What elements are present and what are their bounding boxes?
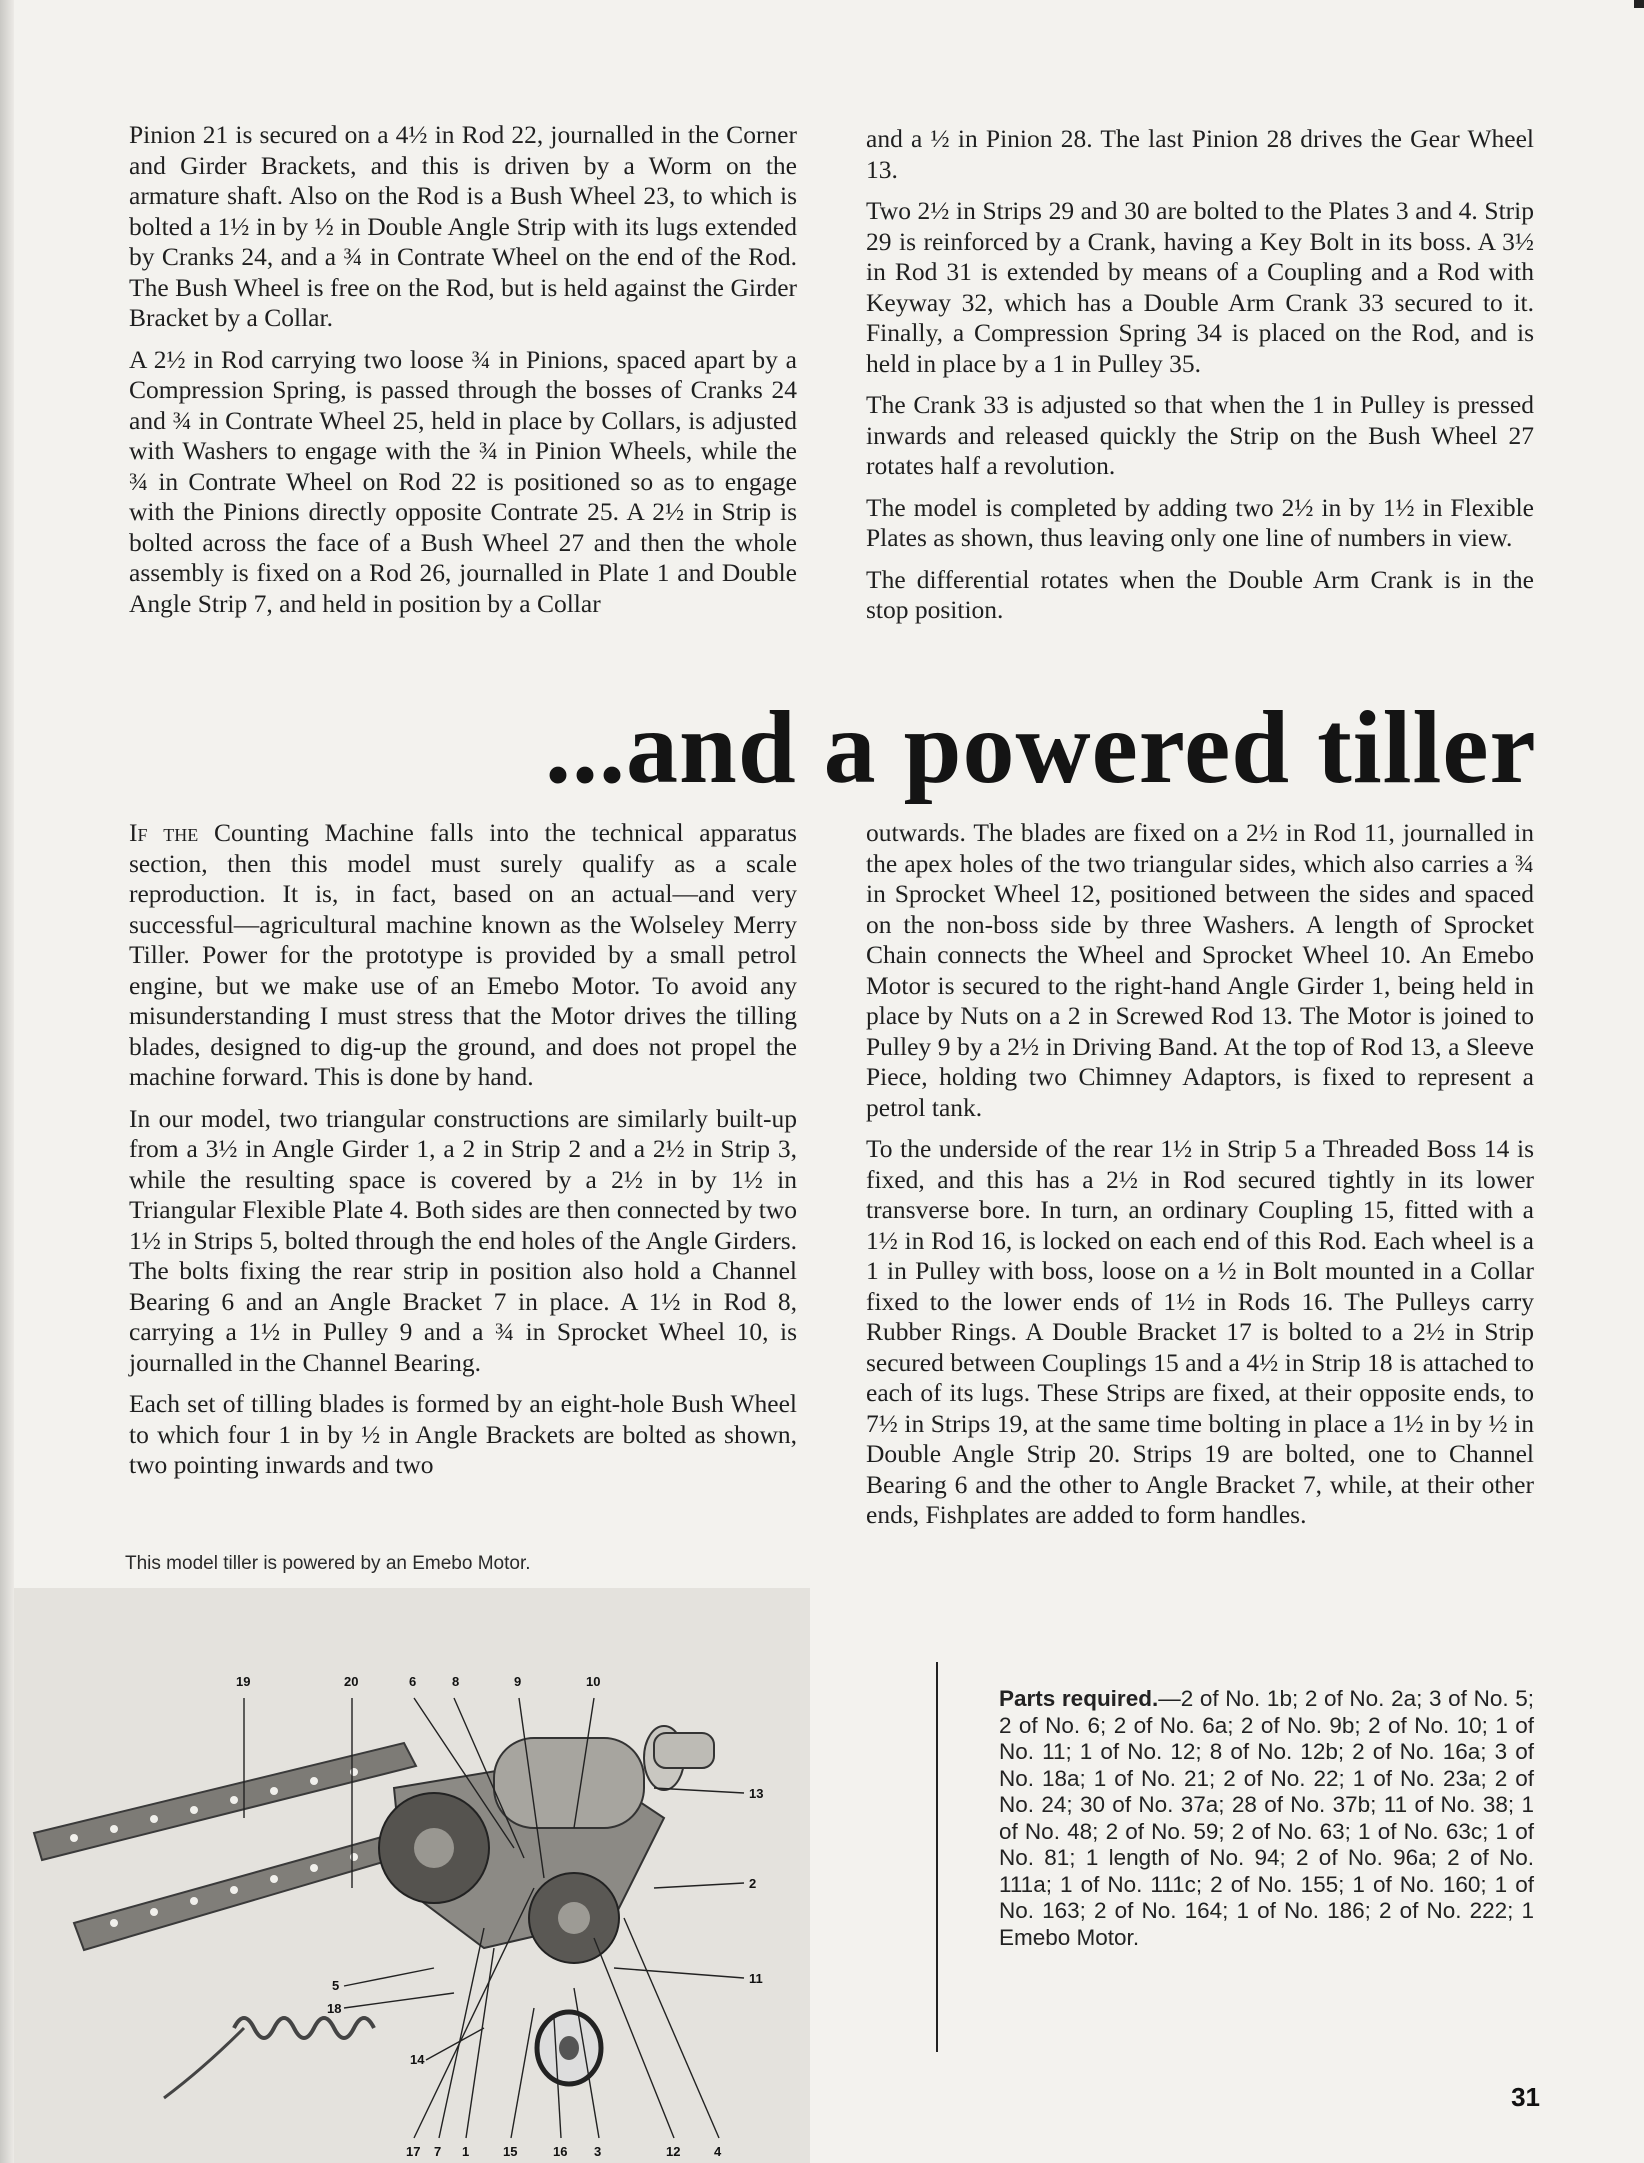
tiller-illustration (14, 1588, 810, 2163)
paragraph: Two 2½ in Strips 29 and 30 are bolted to the Plates 3 and 4. Strip 29 is reinforced by a Crank, having a Key Bolt in its boss. A 3½ in Rod 31 is extended by means of a Coupling and a Rod with Keyway 32, which has a Double Arm Crank 33 secured to it. Finally, a Compression Spring 34 is placed on the Rod, and is held in place by a 1 in Pulley 35. (866, 196, 1534, 378)
lead-in: If the (129, 818, 199, 847)
print-mark (1634, 0, 1644, 8)
tiller-text-right (866, 818, 1534, 1542)
figure-label-top: 19 (236, 1674, 251, 1689)
figure-label-left: 14 (410, 2052, 425, 2067)
figure-label-top: 6 (409, 1674, 417, 1689)
figure-label-right: 11 (749, 1971, 763, 1986)
paragraph: The Crank 33 is adjusted so that when the 1 in Pulley is pressed inwards and released quickly the Strip on the Bush Wheel 27 rotates half a revolution. (866, 390, 1534, 480)
page-number: 31 (1511, 2082, 1540, 2112)
figure-label-right: 13 (749, 1786, 764, 1801)
parts-text: —2 of No. 1b; 2 of No. 2a; 3 of No. 5; 2 of No. 6; 2 of No. 6a; 2 of No. 9b; 2 of No. 10; 1 of No. 11; 1 of No. 12; 8 of No. 12b; 2 of No. 16a; 3 of No. 18a; 1 of No. 21; 2 of No. 22; 1 of No. 23a; 2 of No. 24; 30 of No. 37a; 28 of No. 37b; 11 of No. 38; 1 of No. 48; 2 of No. 59; 2 of No. 63; 1 of No. 63c; 1 of No. 81; 1 length of No. 94; 2 of No. 96a; 2 of No. 111a; 1 of No. 111c; 2 of No. 155; 1 of No. 160; 1 of No. 163; 2 of No. 164; 1 of No. 186; 2 of No. 222; 1 Emebo Motor. (999, 1686, 1534, 1950)
divider-rule (936, 1662, 938, 2052)
paragraph: outwards. The blades are fixed on a 2½ in Rod 11, journalled in the apex holes of the two triangular sides, which also carries a ¾ in Sprocket Wheel 12, positioned between the sides and spaced on the non-boss side by three Washers. A length of Sprocket Chain connects the Wheel and Sprocket Wheel 10. An Emebo Motor is secured to the right-hand Angle Girder 1, being held in place by Nuts on a 2 in Screwed Rod 13. The Motor is joined to Pulley 9 by a 2½ in Driving Band. At the top of Rod 13, a Sleeve Piece, holding two Chimney Adaptors, is fixed to represent a petrol tank. (866, 818, 1534, 1122)
figure-label-top: 10 (586, 1674, 601, 1689)
figure-label-top: 9 (514, 1674, 522, 1689)
figure-label-left: 18 (327, 2001, 342, 2016)
paragraph: Pinion 21 is secured on a 4½ in Rod 22, journalled in the Corner and Girder Brackets, and this is driven by a Worm on the armature shaft. Also on the Rod is a Bush Wheel 23, to which is bolted a 1½ in by ½ in Double Angle Strip with its lugs extended by Cranks 24, and a ¾ in Contrate Wheel on the end of the Rod. The Bush Wheel is free on the Rod, but is held against the Girder Bracket by a Collar. (129, 120, 797, 332)
paragraph: In our model, two triangular constructions are similarly built-up from a 3½ in Angle Girder 1, a 2 in Strip 2 and a 2½ in Strip 3, while the resulting space is covered by a 2½ in by 1½ in Triangular Flexible Plate 4. Both sides are then connected by two 1½ in Strips 5, bolted through the end holes of the Angle Girders. The bolts fixing the rear strip in position also hold a Channel Bearing 6 and an Angle Bracket 7 in place. A 1½ in Rod 8, carrying a 1½ in Pulley 9 and a ¾ in Sprocket Wheel 10, is journalled in the Channel Bearing. (129, 1103, 797, 1377)
paragraph: The model is completed by adding two 2½ in by 1½ in Flexible Plates as shown, thus leaving only one line of numbers in view. (866, 492, 1534, 552)
tiller-text-left (129, 818, 797, 1492)
figure-label-top: 20 (344, 1674, 359, 1689)
article-headline: ...and a powered tiller (545, 690, 1537, 805)
paragraph (129, 818, 797, 1093)
figure-label-top: 8 (452, 1674, 460, 1689)
figure-label-bottom: 17 (406, 2144, 421, 2159)
counting-machine-text-left (129, 120, 797, 630)
tiller-photo (14, 1588, 810, 2163)
paragraph-body: Counting Machine falls into the technical apparatus section, then this model must surely qualify as a scale reproduction. It is, in fact, based on an actual—and very successful—agricultural machine known as the Wolseley Merry Tiller. Power for the prototype is provided by a small petrol engine, but we make use of an Emebo Motor. To avoid any misunderstanding I must stress that the Motor drives the tilling blades, designed to dig-up the ground, and does not propel the machine forward. This is done by hand. (129, 818, 797, 1091)
paragraph: Each set of tilling blades is formed by an eight-hole Bush Wheel to which four 1 in by ½ in Angle Brackets are bolted as shown, two pointing inwards and two (129, 1389, 797, 1479)
paragraph: To the underside of the rear 1½ in Strip 5 a Threaded Boss 14 is fixed, and this has a 2½ in Rod secured tightly in its lower transverse bore. In turn, an ordinary Coupling 15, fitted with a 1½ in Rod 16, is locked on each end of this Rod. Each wheel is a 1 in Pulley with boss, loose on a ½ in Bolt mounted in a Collar fixed to the lower ends of 1½ in Rods 16. The Pulleys carry Rubber Rings. A Double Bracket 17 is bolted to a 2½ in Strip secured between Couplings 15 and a 4½ in Strip 18 is attached to each of its lugs. These Strips are fixed, at their opposite ends, to 7½ in Strips 19, at the same time bolting in place a 1½ in by ½ in Double Angle Strip 20. Strips 19 are bolted, one to Channel Bearing 6 and the other to Angle Bracket 7, while, at their other ends, Fishplates are added to form handles. (866, 1134, 1534, 1529)
figure-label-bottom: 1 (462, 2144, 470, 2159)
figure-label-left: 5 (332, 1978, 340, 1993)
paragraph: A 2½ in Rod carrying two loose ¾ in Pinions, spaced apart by a Compression Spring, is passed through the bosses of Cranks 24 and ¾ in Contrate Wheel 25, held in place by Collars, is adjusted with Washers to engage with the ¾ in Pinion Wheels, while the ¾ in Contrate Wheel on Rod 22 is positioned so as to engage with the Pinions directly opposite Contrate 25. A 2½ in Strip is bolted across the face of a Bush Wheel 27 and then the whole assembly is fixed on a Rod 26, journalled in Plate 1 and Double Angle Strip 7, and held in position by a Collar (129, 344, 797, 618)
figure-label-bottom: 15 (503, 2144, 518, 2159)
figure-label-bottom: 4 (714, 2144, 722, 2159)
parts-heading: Parts required. (999, 1686, 1159, 1711)
paragraph: and a ½ in Pinion 28. The last Pinion 28 drives the Gear Wheel 13. (866, 124, 1534, 184)
figure-label-bottom: 7 (434, 2144, 442, 2159)
photo-caption: This model tiller is powered by an Emebo Motor. (125, 1553, 531, 1574)
figure-label-bottom: 3 (594, 2144, 602, 2159)
figure-label-bottom: 16 (553, 2144, 568, 2159)
parts-list (999, 1686, 1534, 1951)
figure-label-right: 2 (749, 1876, 757, 1891)
counting-machine-text-right (866, 124, 1534, 637)
binding-edge (0, 0, 14, 2163)
figure-label-bottom: 12 (666, 2144, 681, 2159)
paragraph: The differential rotates when the Double Arm Crank is in the stop position. (866, 564, 1534, 624)
